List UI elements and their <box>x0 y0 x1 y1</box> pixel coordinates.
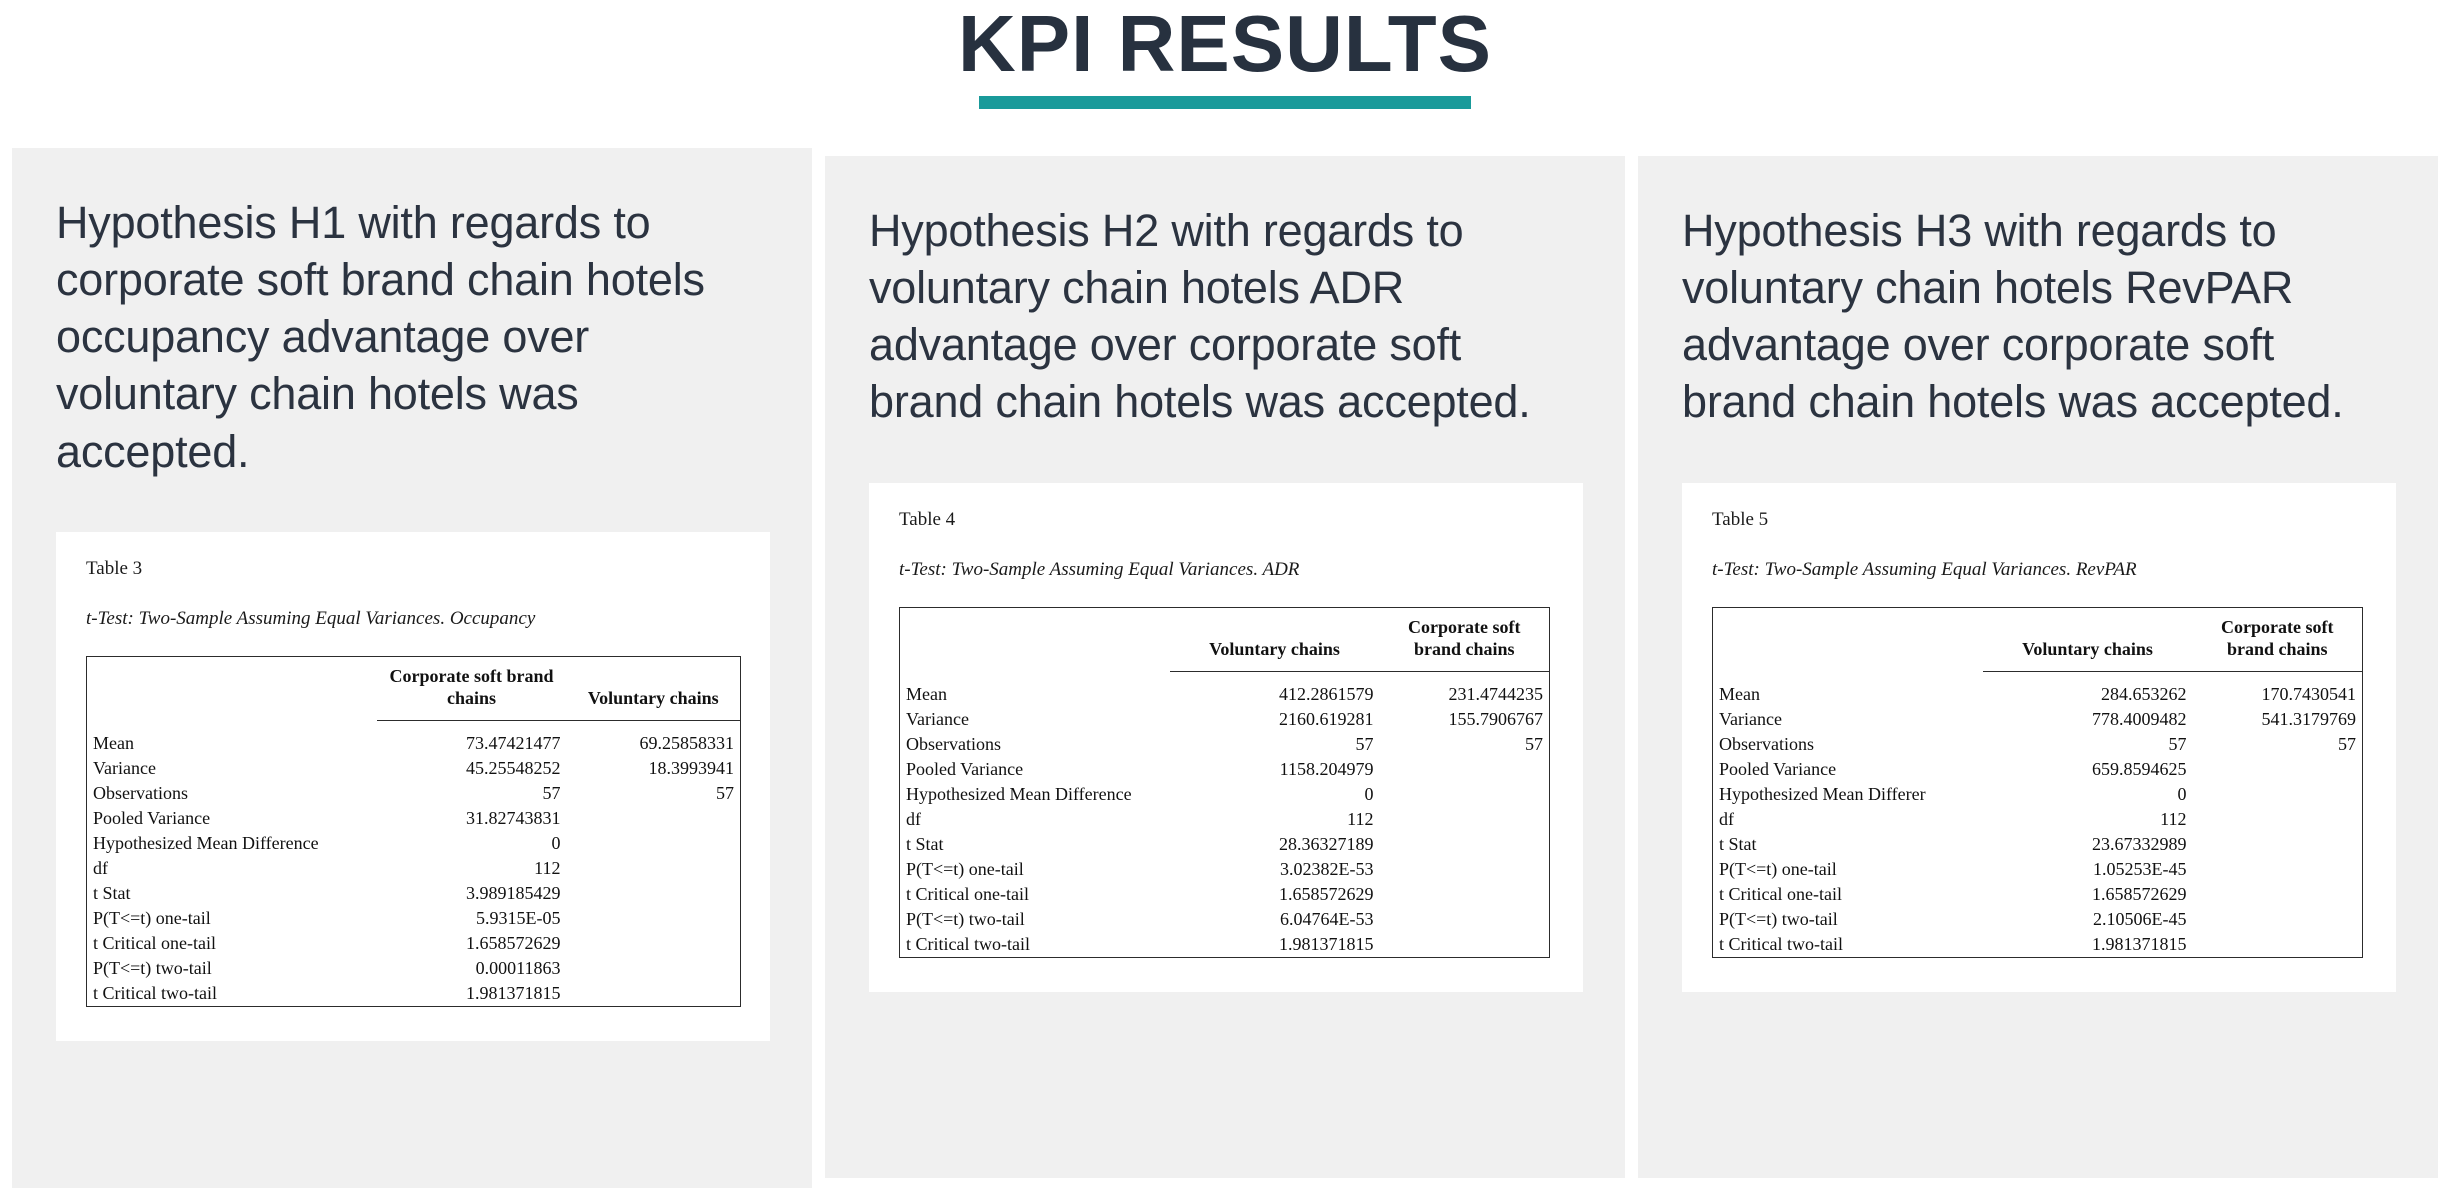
table-row <box>87 931 741 956</box>
row-value-b <box>2193 782 2363 807</box>
row-label: df <box>93 857 108 878</box>
row-value-a: 28.36327189 <box>1279 833 1374 854</box>
row-value-a: 1.981371815 <box>1279 933 1374 954</box>
table-header-voluntary-chains: Voluntary chains <box>1170 607 1380 671</box>
row-value-a: 3.02382E-53 <box>1280 858 1374 879</box>
table-row <box>1713 882 2363 907</box>
stat-table-3 <box>86 656 741 1007</box>
row-value-b <box>567 806 741 831</box>
table-row <box>900 732 1550 757</box>
table-subtitle-4: t-Test: Two-Sample Assuming Equal Variances. ADR <box>899 558 1300 580</box>
row-label: Observations <box>1719 733 1814 754</box>
table-row <box>900 782 1550 807</box>
table-header-blank <box>900 607 1170 671</box>
row-label: Variance <box>1719 708 1782 729</box>
row-label: Hypothesized Mean Difference <box>906 783 1132 804</box>
row-value-a: 73.47421477 <box>466 732 561 753</box>
row-label: P(T<=t) two-tail <box>906 908 1025 929</box>
table-row <box>87 756 741 781</box>
row-value-b <box>1380 857 1550 882</box>
row-value-b <box>2193 807 2363 832</box>
table-row <box>87 806 741 831</box>
row-value-b: 57 <box>716 782 734 803</box>
row-label: Hypothesized Mean Differer <box>1719 783 1926 804</box>
table-row <box>1713 832 2363 857</box>
hypothesis-card-h1 <box>12 148 812 1188</box>
row-value-b: 541.3179769 <box>2261 708 2356 729</box>
table-row <box>87 831 741 856</box>
hypothesis-text-h3: Hypothesis H3 with regards to voluntary chain hotels RevPAR advantage over corporate soft brand chain hotels was accepted. <box>1682 205 2344 428</box>
table-row <box>87 906 741 931</box>
table-row <box>900 832 1550 857</box>
table-row <box>87 881 741 906</box>
row-value-a: 31.82743831 <box>466 807 561 828</box>
row-label: Pooled Variance <box>1719 758 1837 779</box>
stat-table-4 <box>899 607 1550 958</box>
row-value-b: 69.25858331 <box>639 732 734 753</box>
row-label: t Critical one-tail <box>93 932 216 953</box>
table-row <box>87 720 741 756</box>
row-label: t Critical two-tail <box>906 933 1030 954</box>
table-row <box>87 781 741 806</box>
row-value-b: 57 <box>2338 733 2356 754</box>
stat-table-5 <box>1712 607 2363 958</box>
table-row <box>900 857 1550 882</box>
row-value-b <box>2193 907 2363 932</box>
row-value-b <box>1380 782 1550 807</box>
row-value-b: 170.7430541 <box>2261 683 2356 704</box>
row-label: Observations <box>93 782 188 803</box>
row-value-b: 231.4744235 <box>1448 683 1543 704</box>
table-row <box>87 981 741 1007</box>
hypothesis-columns <box>0 148 2450 1188</box>
hypothesis-card-h2 <box>825 156 1625 1178</box>
table-row <box>1713 732 2363 757</box>
row-value-a: 412.2861579 <box>1279 683 1374 704</box>
row-value-a: 57 <box>1355 733 1374 754</box>
row-label: P(T<=t) one-tail <box>93 907 211 928</box>
row-value-a: 2.10506E-45 <box>2093 908 2187 929</box>
table-caption-5: Table 5 <box>1712 508 1769 530</box>
table-row <box>900 882 1550 907</box>
table-row <box>900 907 1550 932</box>
row-value-a: 0.00011863 <box>475 957 561 978</box>
row-value-b <box>1380 832 1550 857</box>
row-label: df <box>906 808 921 829</box>
row-value-a: 0 <box>551 832 561 853</box>
row-value-b <box>1380 882 1550 907</box>
row-value-a: 23.67332989 <box>2092 833 2187 854</box>
row-value-a: 778.4009482 <box>2092 708 2187 729</box>
row-value-b <box>2193 857 2363 882</box>
row-label: Mean <box>906 683 947 704</box>
row-label: t Stat <box>93 882 131 903</box>
row-value-b <box>2193 832 2363 857</box>
row-label: Variance <box>906 708 969 729</box>
row-value-b: 155.7906767 <box>1448 708 1543 729</box>
table-header-corporate-soft-brand-chains: Corporate soft brand chains <box>1380 607 1550 671</box>
row-label: Pooled Variance <box>906 758 1024 779</box>
table-subtitle-5: t-Test: Two-Sample Assuming Equal Variances. RevPAR <box>1712 558 2137 580</box>
row-label: P(T<=t) two-tail <box>1719 908 1838 929</box>
row-value-a: 1.658572629 <box>1279 883 1374 904</box>
table-caption-4: Table 4 <box>899 508 956 530</box>
table-header-blank <box>1713 607 1983 671</box>
row-value-a: 659.8594625 <box>2092 758 2187 779</box>
row-value-b: 57 <box>1525 733 1543 754</box>
row-value-a: 1.658572629 <box>2092 883 2187 904</box>
row-value-b <box>567 906 741 931</box>
row-label: Pooled Variance <box>93 807 211 828</box>
table-header-corporate-soft-brand-chains: Corporate soft brand chains <box>2193 607 2363 671</box>
table-row <box>1713 671 2363 707</box>
row-value-b <box>1380 907 1550 932</box>
table-row <box>900 932 1550 958</box>
table-card-5 <box>1682 483 2396 992</box>
row-value-a: 284.653262 <box>2101 683 2187 704</box>
row-value-a: 57 <box>2168 733 2187 754</box>
table-row <box>900 707 1550 732</box>
row-value-b <box>1380 757 1550 782</box>
table-header-corporate-soft-brand-chains: Corporate soft brand chains <box>377 656 567 720</box>
table-row <box>1713 932 2363 958</box>
table-header-blank <box>87 656 377 720</box>
row-value-a: 45.25548252 <box>466 757 561 778</box>
row-label: Mean <box>93 732 134 753</box>
table-row <box>900 807 1550 832</box>
row-label: t Critical two-tail <box>93 982 217 1003</box>
title-underline-rule <box>979 96 1471 109</box>
row-label: t Stat <box>1719 833 1757 854</box>
row-label: P(T<=t) one-tail <box>906 858 1024 879</box>
row-value-b <box>567 881 741 906</box>
title-block <box>0 0 2450 109</box>
table-row <box>1713 857 2363 882</box>
row-value-b: 18.3993941 <box>648 757 734 778</box>
row-value-b <box>2193 757 2363 782</box>
table-subtitle-3: t-Test: Two-Sample Assuming Equal Variances. Occupancy <box>86 607 536 629</box>
row-value-b <box>567 956 741 981</box>
row-value-a: 1158.204979 <box>1279 758 1374 779</box>
row-value-a: 3.989185429 <box>466 882 561 903</box>
row-label: df <box>1719 808 1734 829</box>
table-row <box>1713 782 2363 807</box>
row-label: t Critical one-tail <box>1719 883 1842 904</box>
hypothesis-text-h2: Hypothesis H2 with regards to voluntary chain hotels ADR advantage over corporate soft brand chain hotels was accepted. <box>869 205 1531 428</box>
table-header-voluntary-chains: Voluntary chains <box>567 656 741 720</box>
row-value-b <box>567 831 741 856</box>
table-caption-3: Table 3 <box>86 557 143 579</box>
row-value-b <box>1380 807 1550 832</box>
row-label: Observations <box>906 733 1001 754</box>
row-label: Variance <box>93 757 156 778</box>
row-value-b <box>2193 882 2363 907</box>
hypothesis-card-h3 <box>1638 156 2438 1178</box>
row-label: Hypothesized Mean Difference <box>93 832 319 853</box>
row-value-a: 1.658572629 <box>466 932 561 953</box>
table-row <box>900 671 1550 707</box>
row-label: Mean <box>1719 683 1760 704</box>
table-card-3 <box>56 532 770 1041</box>
row-label: P(T<=t) two-tail <box>93 957 212 978</box>
row-value-b <box>567 931 741 956</box>
table-row <box>87 856 741 881</box>
table-card-4 <box>869 483 1583 992</box>
row-label: t Stat <box>906 833 944 854</box>
row-value-b <box>1380 932 1550 958</box>
row-value-b <box>2193 932 2363 958</box>
page-title: KPI RESULTS <box>957 0 1492 88</box>
table-row <box>87 956 741 981</box>
row-label: t Critical one-tail <box>906 883 1029 904</box>
table-row <box>1713 807 2363 832</box>
row-value-a: 2160.619281 <box>1279 708 1374 729</box>
row-value-a: 1.981371815 <box>466 982 561 1003</box>
table-row <box>900 757 1550 782</box>
row-value-a: 1.981371815 <box>2092 933 2187 954</box>
row-label: P(T<=t) one-tail <box>1719 858 1837 879</box>
row-label: t Critical two-tail <box>1719 933 1843 954</box>
row-value-a: 0 <box>2177 783 2187 804</box>
table-row <box>1713 757 2363 782</box>
row-value-a: 57 <box>542 782 561 803</box>
row-value-a: 5.9315E-05 <box>476 907 561 928</box>
hypothesis-text-h1: Hypothesis H1 with regards to corporate soft brand chain hotels occupancy advantage over voluntary chain hotels was accepted. <box>56 197 705 477</box>
row-value-b <box>567 856 741 881</box>
row-value-a: 112 <box>2160 808 2187 829</box>
row-value-a: 112 <box>1347 808 1374 829</box>
table-header-voluntary-chains: Voluntary chains <box>1983 607 2193 671</box>
row-value-a: 6.04764E-53 <box>1280 908 1374 929</box>
row-value-a: 0 <box>1364 783 1374 804</box>
row-value-a: 1.05253E-45 <box>2093 858 2187 879</box>
table-row <box>1713 907 2363 932</box>
row-value-b <box>567 981 741 1007</box>
row-value-a: 112 <box>534 857 561 878</box>
table-row <box>1713 707 2363 732</box>
